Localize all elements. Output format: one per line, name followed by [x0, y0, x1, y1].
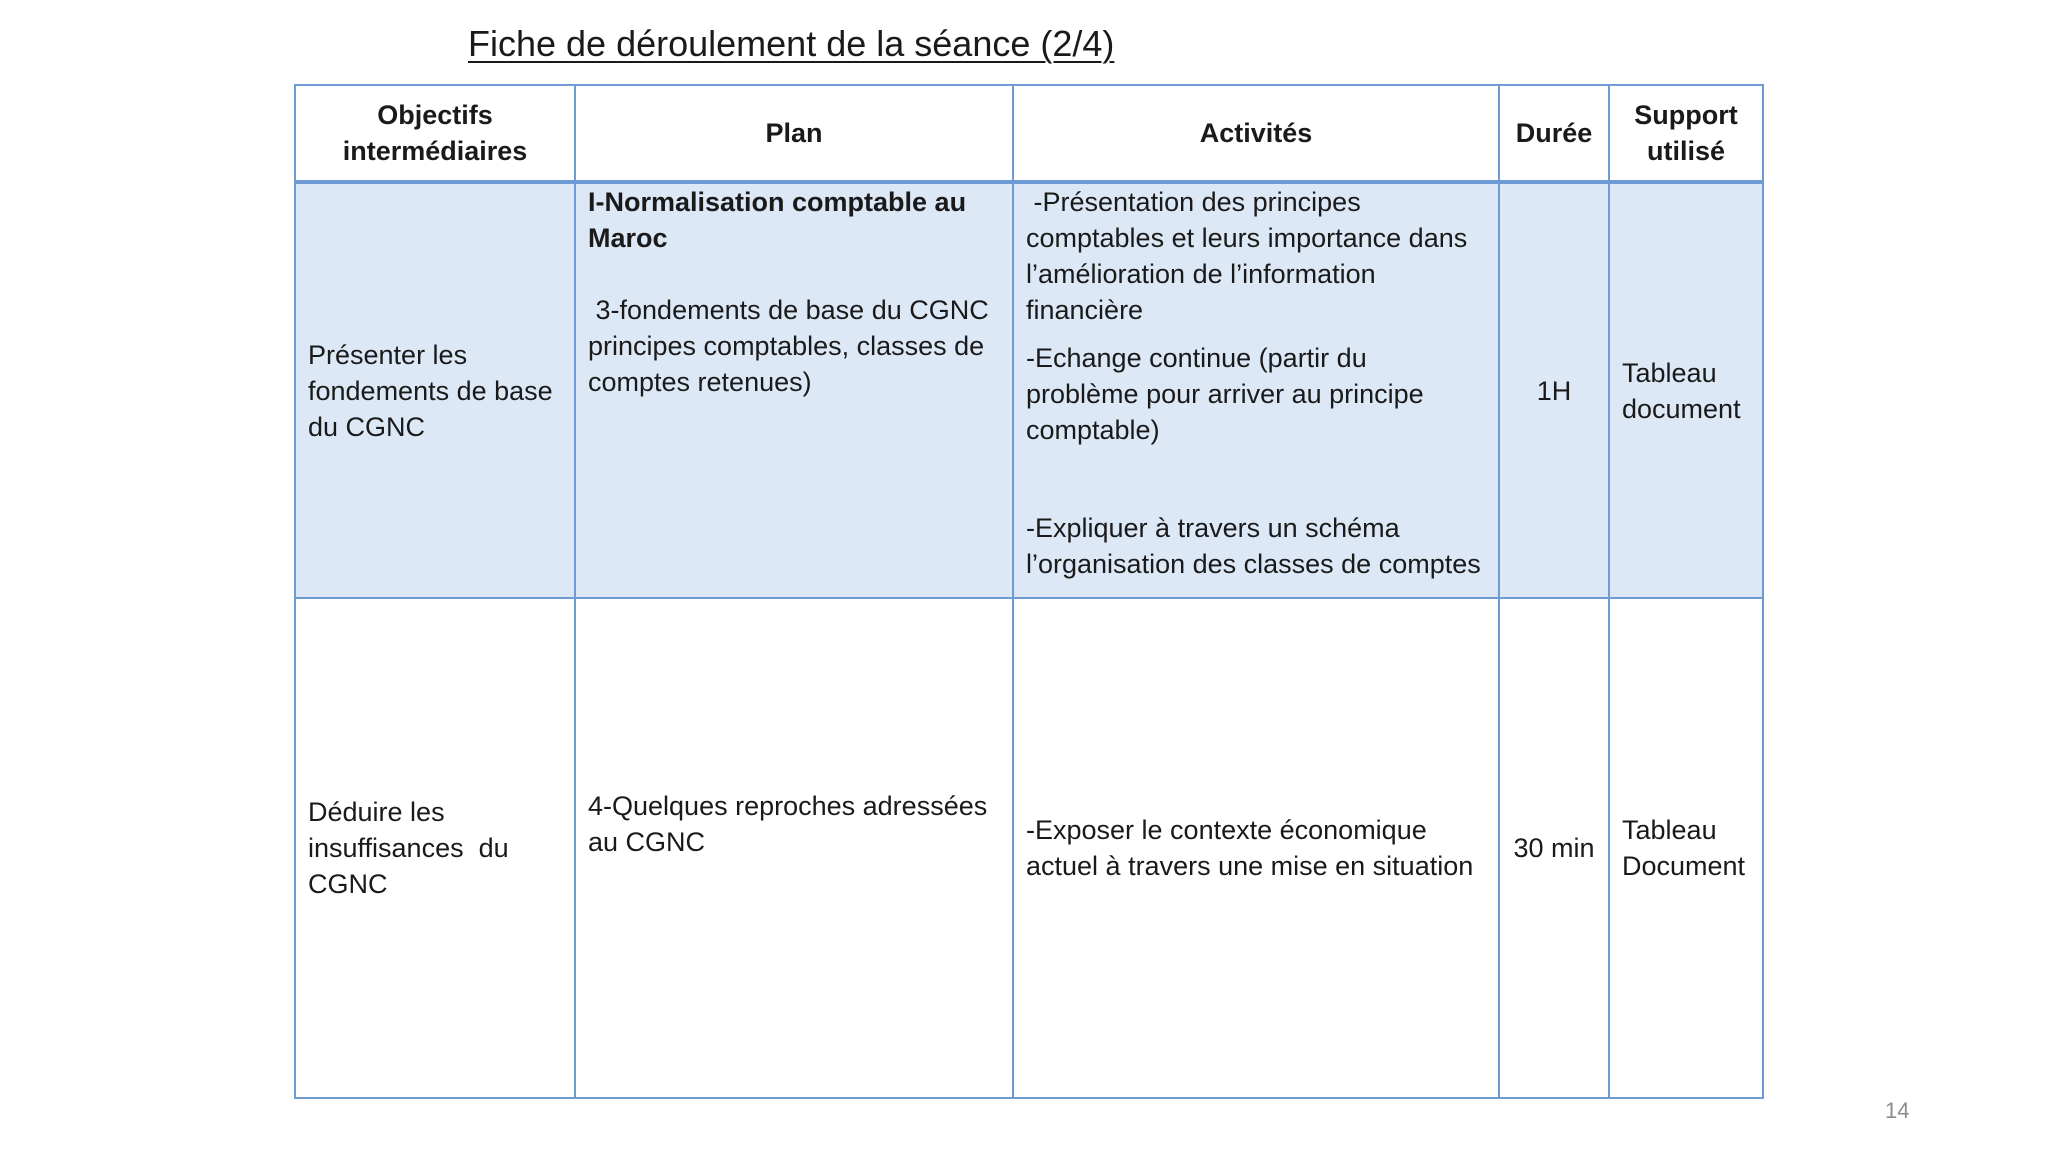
header-objectifs: Objectifs intermédiaires: [295, 85, 575, 182]
support-text: Tableau Document: [1622, 815, 1746, 881]
header-plan: Plan: [575, 85, 1013, 182]
header-support: Support utilisé: [1609, 85, 1763, 182]
duree-cell: [1499, 182, 1609, 598]
slide-title: Fiche de déroulement de la séance (2/4): [468, 23, 1115, 64]
session-table: [294, 84, 1764, 1099]
activites-cell: [1013, 598, 1499, 1098]
page-number: 14: [1885, 1098, 1910, 1123]
objectif-cell: [295, 598, 575, 1098]
activite-item: -Echange continue (partir du problème pour arriver au principe comptable): [1026, 343, 1424, 445]
support-cell: [1609, 182, 1763, 598]
objectif-text: Présenter les fondements de base du CGNC: [308, 339, 553, 442]
duree-cell: [1499, 598, 1609, 1098]
activite-item: -Présentation des principes comptables et leurs importance dans l’amélioration de l’information financière: [1026, 187, 1475, 325]
support-text: Tableau document: [1622, 357, 1741, 424]
support-cell: [1609, 598, 1763, 1098]
header-activites: Activités: [1013, 85, 1499, 182]
plan-cell: [575, 182, 1013, 598]
table-row: [295, 182, 1763, 598]
duree-text: 1H: [1536, 375, 1572, 406]
activite-item: -Expliquer à travers un schéma l’organisation des classes de comptes: [1026, 513, 1481, 579]
activite-item: -Exposer le contexte économique actuel à travers une mise en situation: [1026, 815, 1474, 881]
plan-text: 4-Quelques reproches adressées au CGNC: [588, 791, 988, 857]
table-row: [295, 598, 1763, 1098]
objectif-text: Déduire les insuffisances du CGNC: [308, 797, 517, 899]
header-duree: Durée: [1499, 85, 1609, 182]
plan-section-title: I-Normalisation comptable au Maroc: [588, 187, 967, 253]
plan-text: 3-fondements de base du CGNC principes comptables, classes de comptes retenues): [588, 295, 997, 397]
objectif-cell: [295, 182, 575, 598]
activites-cell: [1013, 182, 1499, 598]
duree-text: 30 min: [1513, 833, 1595, 863]
table-header-row: [295, 85, 1763, 182]
plan-cell: [575, 598, 1013, 1098]
